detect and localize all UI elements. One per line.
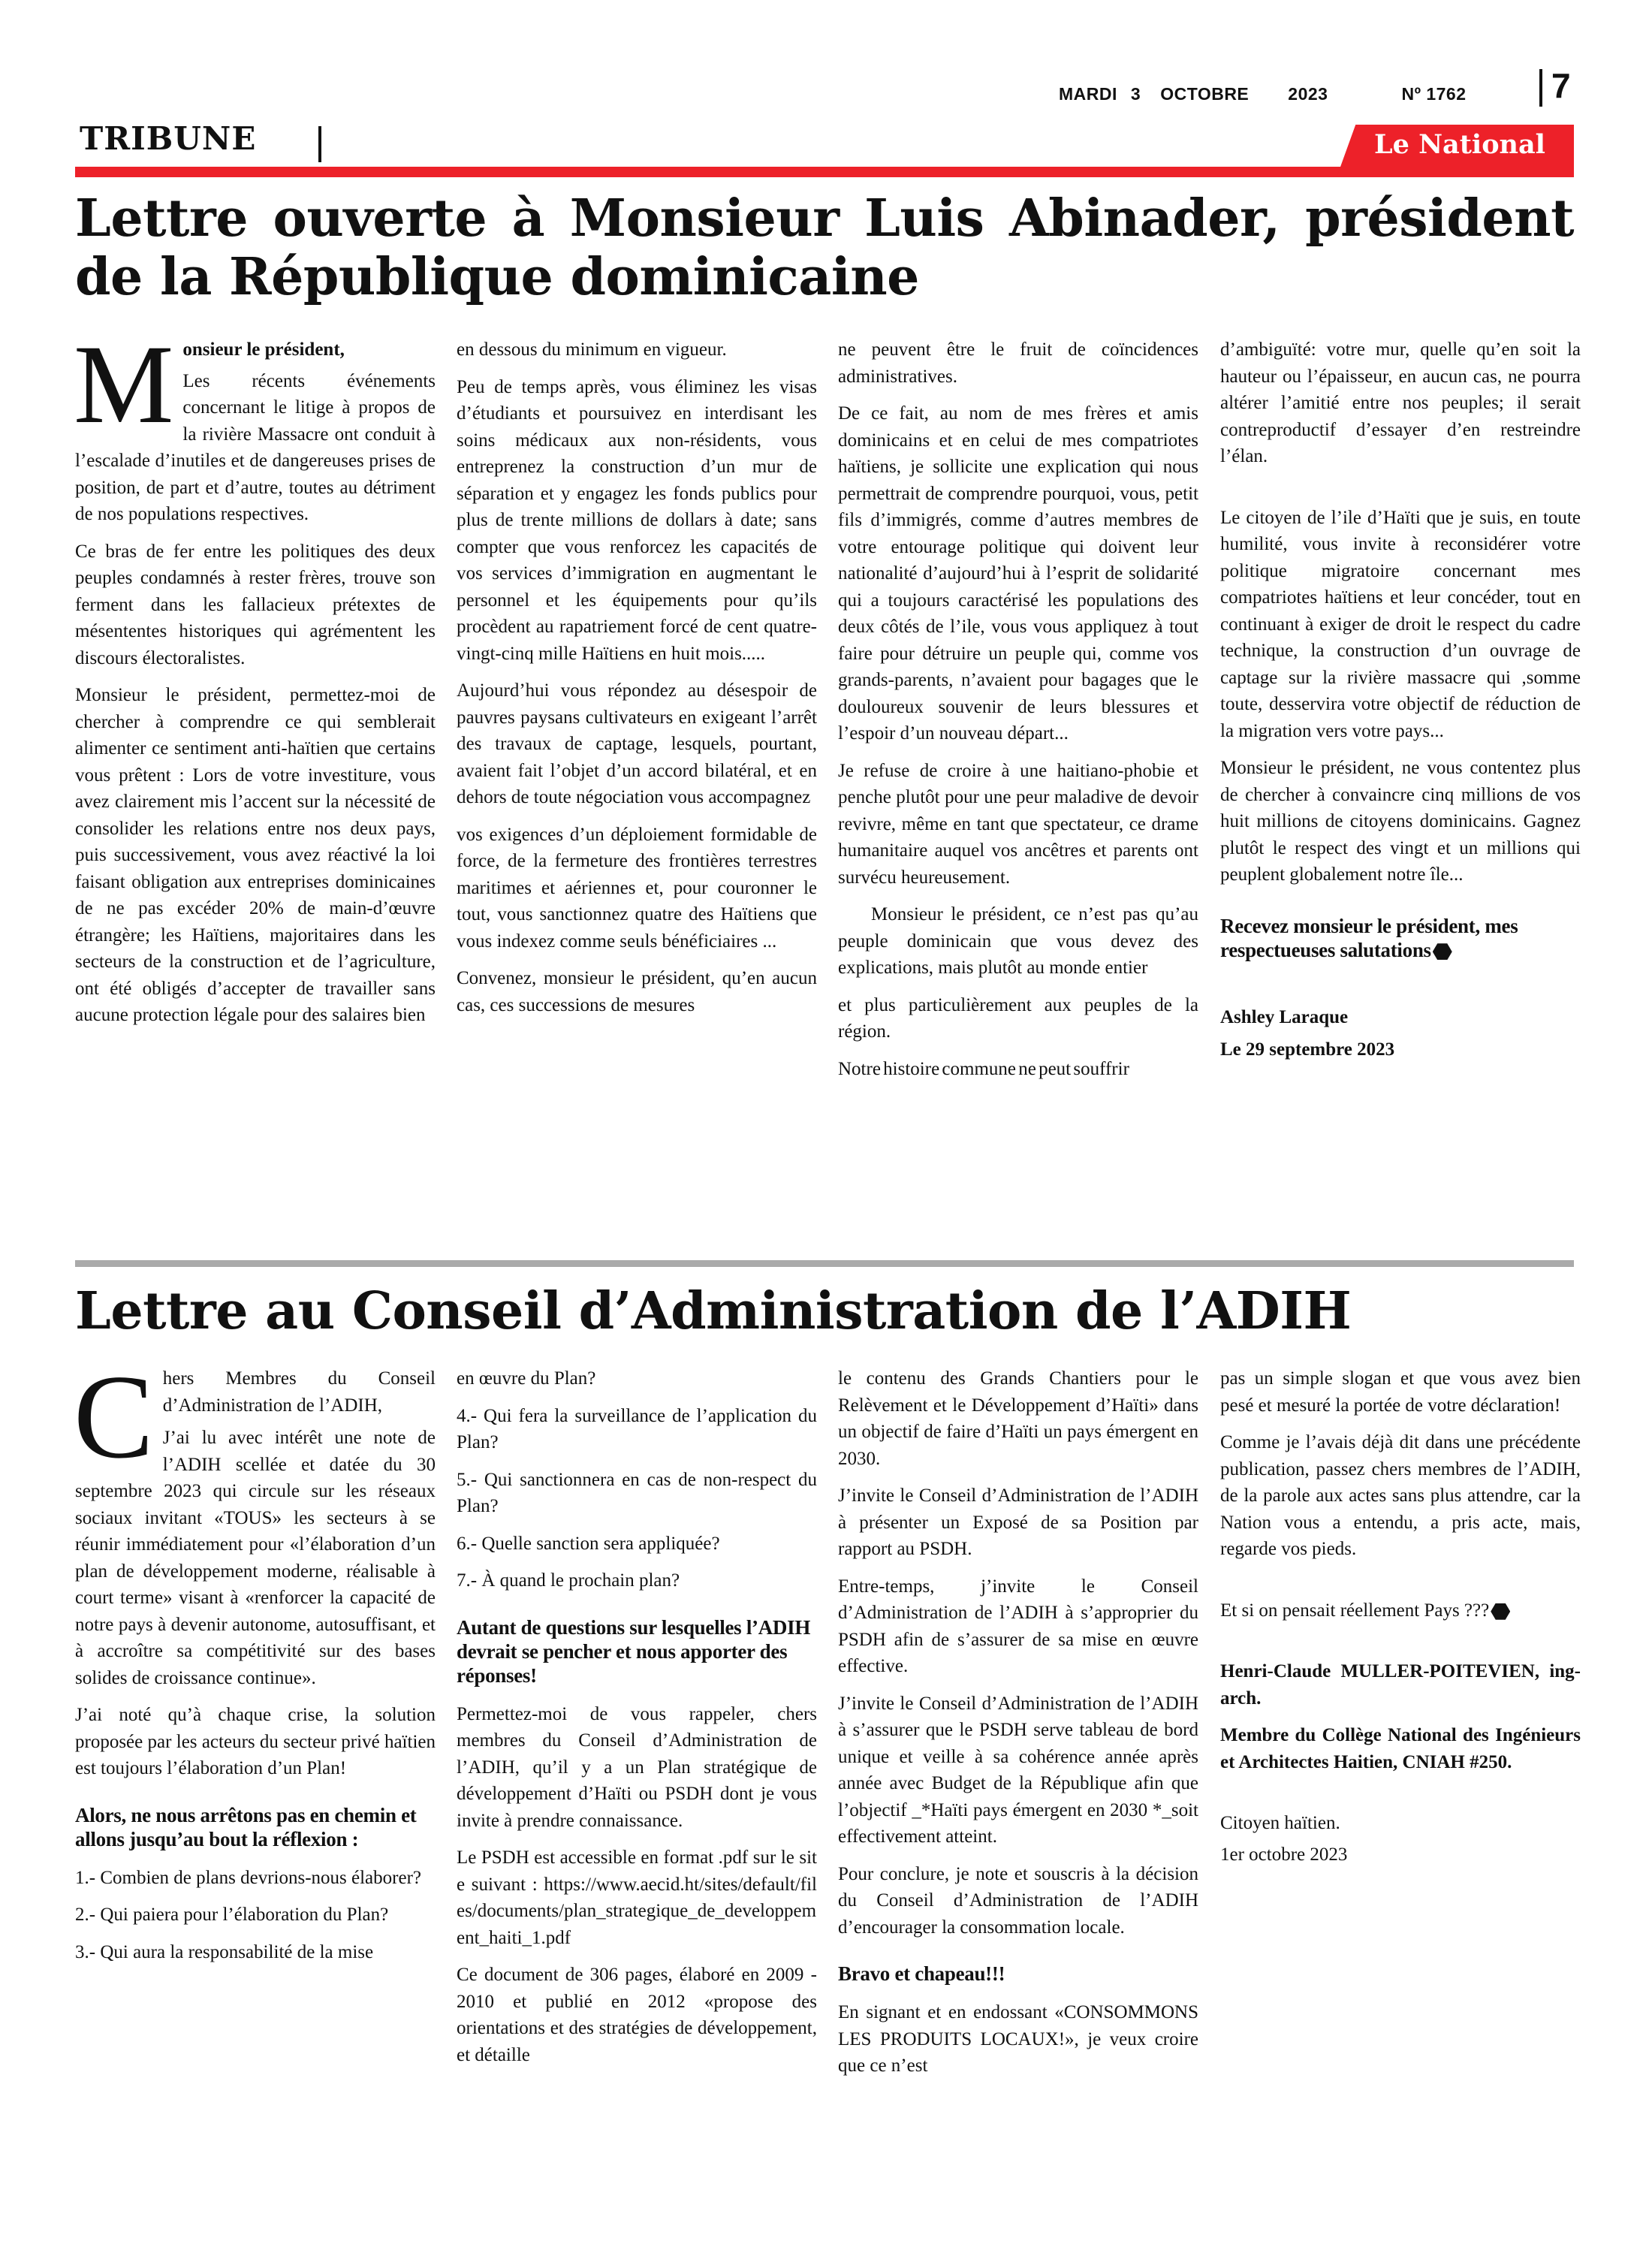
- article-2-column-4: [1220, 1365, 1581, 1878]
- section-label: TRIBUNE: [80, 120, 257, 157]
- drop-cap: M: [74, 322, 174, 447]
- hexagon-end-mark-icon: [1491, 1603, 1510, 1620]
- paragraph: Le citoyen de l’ile d’Haïti que je suis, en toute humilité, vous invite à reconsidérer votre politique migratoire concernant mes compatriotes haïtiens et leur concéder, tout en continuant à exiger de droit le respect du cadre technique, la construction d’un ouvrage de captage sur la rivière massacre qui ,somme toute, desservira votre objectif de réduction de la migration vers votre pays...: [1220, 507, 1581, 741]
- list-item: 1.- Combien de plans devrions-nous élaborer?: [75, 1867, 421, 1888]
- closing-line: [1220, 1597, 1581, 1624]
- hexagon-end-mark-icon: [1433, 943, 1452, 960]
- paragraph: vos exigences d’un déploiement formidable de force, de la fermeture des frontières terrestres maritimes et aériennes et, pour couronner le tout, vous sanctionnez quatre des Haïtiens que vous indexez comme seuls bénéficiaires ...: [457, 824, 817, 952]
- paragraph: Ce bras de fer entre les politiques des deux peuples condamnés à rester frères, trouve son ferment dans les fallacieux prétextes de mésententes historiques qui agrémentent les discours électoralistes.: [75, 541, 436, 668]
- article-2-column-1: [74, 1350, 436, 1976]
- closing-text: Recevez monsieur le président, mes respectueuses salutations: [1220, 914, 1518, 961]
- paragraph: Monsieur le président, ce n’est pas qu’au peuple dominicain que vous devez des explications, mais plutôt au monde entier: [838, 904, 1198, 978]
- author-name: Ashley Laraque: [1220, 1006, 1349, 1027]
- subheading: Autant de questions sur lesquelles l’ADIH devrait se pencher et nous apporter des réponses!: [457, 1615, 811, 1687]
- paragraph: et plus particulièrement aux peuples de la région.: [838, 994, 1198, 1042]
- list-item: 2.- Qui paiera pour l’élaboration du Plan?: [75, 1905, 389, 1925]
- article-2-column-2: [457, 1365, 817, 2079]
- paragraph: Ce document de 306 pages, élaboré en 2009 - 2010 et publié en 2012 «propose des orientations et des stratégies de développement, et détaille: [457, 1965, 817, 2065]
- paragraph: Convenez, monsieur le président, qu’en aucun cas, ces successions de mesures: [457, 968, 817, 1015]
- section-divider: [318, 126, 321, 162]
- salutation: onsieur le président,: [182, 339, 345, 360]
- paragraph: J’ai lu avec intérêt une note de l’ADIH scellée et datée du 30 septembre 2023 qui circule sur les réseaux sociaux invitant «TOUS» les secteurs à se réunir immédiatement pour «l’élaboration d’un plan de développement moderne, réalisable à court terme» visant à «renforcer la capacité de notre pays à devenir autonome, autosuffisant, et à accroître sa compétitivité sur des bases solides de croissance continue».: [75, 1428, 436, 1688]
- list-item: 7.- À quand le prochain plan?: [457, 1570, 680, 1591]
- paragraph: d’ambiguïté: votre mur, quelle qu’en soit la hauteur ou l’épaisseur, en aucun cas, ne pourra altérer l’amitié entre nos peuples; il serait contreproductif d’essayer d’en restreindre l’élan.: [1220, 339, 1581, 466]
- list-item: 3.- Qui aura la responsabilité de la mise: [75, 1941, 374, 1962]
- page-number-divider: [1539, 69, 1542, 107]
- list-item: 4.- Qui fera la surveillance de l’application du Plan?: [457, 1405, 817, 1452]
- paragraph: Aujourd’hui vous répondez au désespoir de pauvres paysans cultivateurs en exigeant l’arrêt des travaux de captage, lesquels, pourtant, avaient fait l’objet d’un accord bilatéral, et en dehors de toute négociation vous accompagnez: [457, 680, 817, 807]
- drop-cap: C: [74, 1350, 154, 1483]
- paragraph: Pour conclure, je note et souscris à la décision du Conseil d’Administration de l’ADIH d’encourager la consommation locale.: [838, 1863, 1198, 1938]
- date-day: MARDI: [1059, 84, 1117, 104]
- paragraph: le contenu des Grands Chantiers pour le Relèvement et le Développement d’Haïti» dans un objectif de faire d’Haïti un pays émergent en 2030.: [838, 1368, 1198, 1469]
- paragraph: Comme je l’avais déjà dit dans une précédente publication, passez chers membres de l’ADIH, de la parole aux actes sans plus attendre, car la Nation vous a entendu, a pris acte, mais, regarde vos pieds.: [1220, 1432, 1581, 1559]
- paragraph: Monsieur le président, permettez-moi de chercher à comprendre ce qui semblerait alimenter ce sentiment anti-haïtien que certains vous prêtent : Lors de votre investiture, vous avez clairement mis l’accent sur la nécessité de consolider les relations entre nos deux pays, puis successivement, vous avez réactivé la loi faisant obligation aux entreprises dominicaines de ne pas excéder 20% de main-d’œuvre étrangère; les Haïtiens, majoritaires dans les secteurs de la construction et de l’agriculture, ont été obligés d’accepter de travailler sans aucune protection légale pour des salaires bien: [75, 685, 436, 1025]
- article-1-title: Lettre ouverte à Monsieur Luis Abinader, président de la République dominicaine: [75, 189, 1574, 307]
- dateline: [1059, 84, 1467, 104]
- paragraph: J’invite le Conseil d’Administration de l’ADIH à s’assurer que le PSDH serve tableau de bord unique et veille à sa cohérence année après année avec Budget de la République afin que l’objectif _*Haïti pays émergent en 2030 *_soit effectivement atteint.: [838, 1693, 1198, 1847]
- paragraph: Permettez-moi de vous rappeler, chers membres du Conseil d’Administration de l’ADIH, qu’il y a un Plan stratégique de développement d’Haïti ou PSDH dont je vous invite à prendre connaissance.: [457, 1703, 817, 1831]
- article-2-title: Lettre au Conseil d’Administration de l’ADIH: [75, 1281, 1352, 1341]
- paragraph: en dessous du minimum en vigueur.: [457, 339, 727, 360]
- article-1-column-4: [1220, 336, 1581, 1074]
- author-citizenship: Citoyen haïtien.: [1220, 1813, 1340, 1833]
- paragraph: hers Membres du Conseil d’Administration de l’ADIH,: [162, 1368, 436, 1416]
- subheading: Alors, ne nous arrêtons pas en chemin et allons jusqu’au bout la réflexion :: [75, 1803, 417, 1850]
- closing-text: Et si on pensait réellement Pays ???: [1220, 1600, 1490, 1621]
- paragraph: En signant et en endossant «CONSOMMONS LES PRODUITS LOCAUX!», je veux croire que ce n’est: [838, 2002, 1198, 2076]
- article-2-column-3: [838, 1365, 1198, 2090]
- subheading: Bravo et chapeau!!!: [838, 1962, 1005, 1985]
- article-date: 1er octobre 2023: [1220, 1844, 1348, 1865]
- article-1-column-3: [838, 336, 1198, 1093]
- issue-number: Nº 1762: [1401, 84, 1467, 104]
- list-item: 5.- Qui sanctionnera en cas de non-respect du Plan?: [457, 1469, 817, 1516]
- list-item: 6.- Quelle sanction sera appliquée?: [457, 1533, 720, 1554]
- paragraph: Je refuse de croire à une haitiano-phobie et penche plutôt pour une peur maladive de devoir revivre, même en tant que spectateur, ce drame humanitaire auquel vos ancêtres et parents ont survécu heureusement.: [838, 760, 1198, 888]
- paragraph: J’ai noté qu’à chaque crise, la solution proposée par les acteurs du secteur privé haïtien est toujours l’élaboration d’un Plan!: [75, 1705, 436, 1778]
- paragraph: Entre-temps, j’invite le Conseil d’Administration de l’ADIH à s’approprier du PSDH afin de s’assurer de sa mise en œuvre effective.: [838, 1576, 1198, 1676]
- author-name: Henri-Claude MULLER-POITEVIEN, ing-arch.: [1220, 1661, 1581, 1709]
- article-date: Le 29 septembre 2023: [1220, 1039, 1395, 1060]
- date-year: 2023: [1288, 84, 1328, 104]
- date-month: OCTOBRE: [1160, 84, 1250, 104]
- article-separator: [75, 1260, 1574, 1267]
- date-number: 3: [1130, 84, 1141, 104]
- paragraph: Notre histoire commune ne peut souffrir: [838, 1058, 1129, 1079]
- paragraph: Le PSDH est accessible en format .pdf sur le site suivant : https://www.aecid.ht/sites/default/files/documents/plan_strategique_de_developpement_haiti_1.pdf: [457, 1847, 817, 1948]
- paragraph: pas un simple slogan et que vous avez bien pesé et mesuré la portée de votre déclaration!: [1220, 1368, 1581, 1416]
- closing-salutation: [1220, 914, 1581, 962]
- paragraph: J’invite le Conseil d’Administration de l’ADIH à présenter un Exposé de sa Position par rapport au PSDH.: [838, 1485, 1198, 1559]
- brand-logo: Le National: [1374, 129, 1545, 160]
- page-number: 7: [1551, 66, 1571, 105]
- paragraph: Monsieur le président, ne vous contentez plus de chercher à convaincre cinq millions de vos huit millions de citoyens dominicains. Gagnez plutôt le respect des vingt et un millions qui peuplent globalement notre île...: [1220, 758, 1581, 885]
- article-1-column-2: [457, 336, 817, 1029]
- list-item: en œuvre du Plan?: [457, 1368, 596, 1389]
- paragraph: Peu de temps après, vous éliminez les visas d’étudiants et poursuivez en interdisant les soins médicaux aux non-résidents, vous entreprenez la construction d’un mur de séparation et y engagez les fonds publics pour plus de trente millions de dollars à date; sans compter que vous renforcez les capacités de vos services d’immigration en augmentant le personnel et les équipements pour qu’ils procèdent au rapatriement forcé de cent quatre-vingt-cinq mille Haïtiens en huit mois.....: [457, 376, 817, 664]
- paragraph: De ce fait, au nom de mes frères et amis dominicains et en celui de mes compatriotes haïtiens, je sollicite une explication qui nous permettrait de comprendre pourquoi, vous, petit fils d’immigrés, comme d’autres membres de votre entourage politique qui doivent leur nationalité d’aujourd’hui à l’esprit de solidarité qui a toujours caractérisé les populations des deux côtés de l’ile, vous vous appliquez à tout faire pour détruire un peuple qui, comme vos grands-parents, n’avaient pour bagages que le douloureux souvenir de leurs blessures et l’espoir d’un nouveau départ...: [838, 403, 1198, 743]
- author-affiliation: Membre du Collège National des Ingénieurs et Architectes Haitien, CNIAH #250.: [1220, 1725, 1581, 1772]
- article-1-column-1: [74, 322, 436, 1039]
- paragraph: Les récents événements concernant le litige à propos de la rivière Massacre ont conduit à l’escalade d’inutiles et de dangereuses prises de position, de part et d’autre, toutes au détriment de nos populations respectives.: [75, 370, 436, 524]
- paragraph: ne peuvent être le fruit de coïncidences administratives.: [838, 339, 1198, 387]
